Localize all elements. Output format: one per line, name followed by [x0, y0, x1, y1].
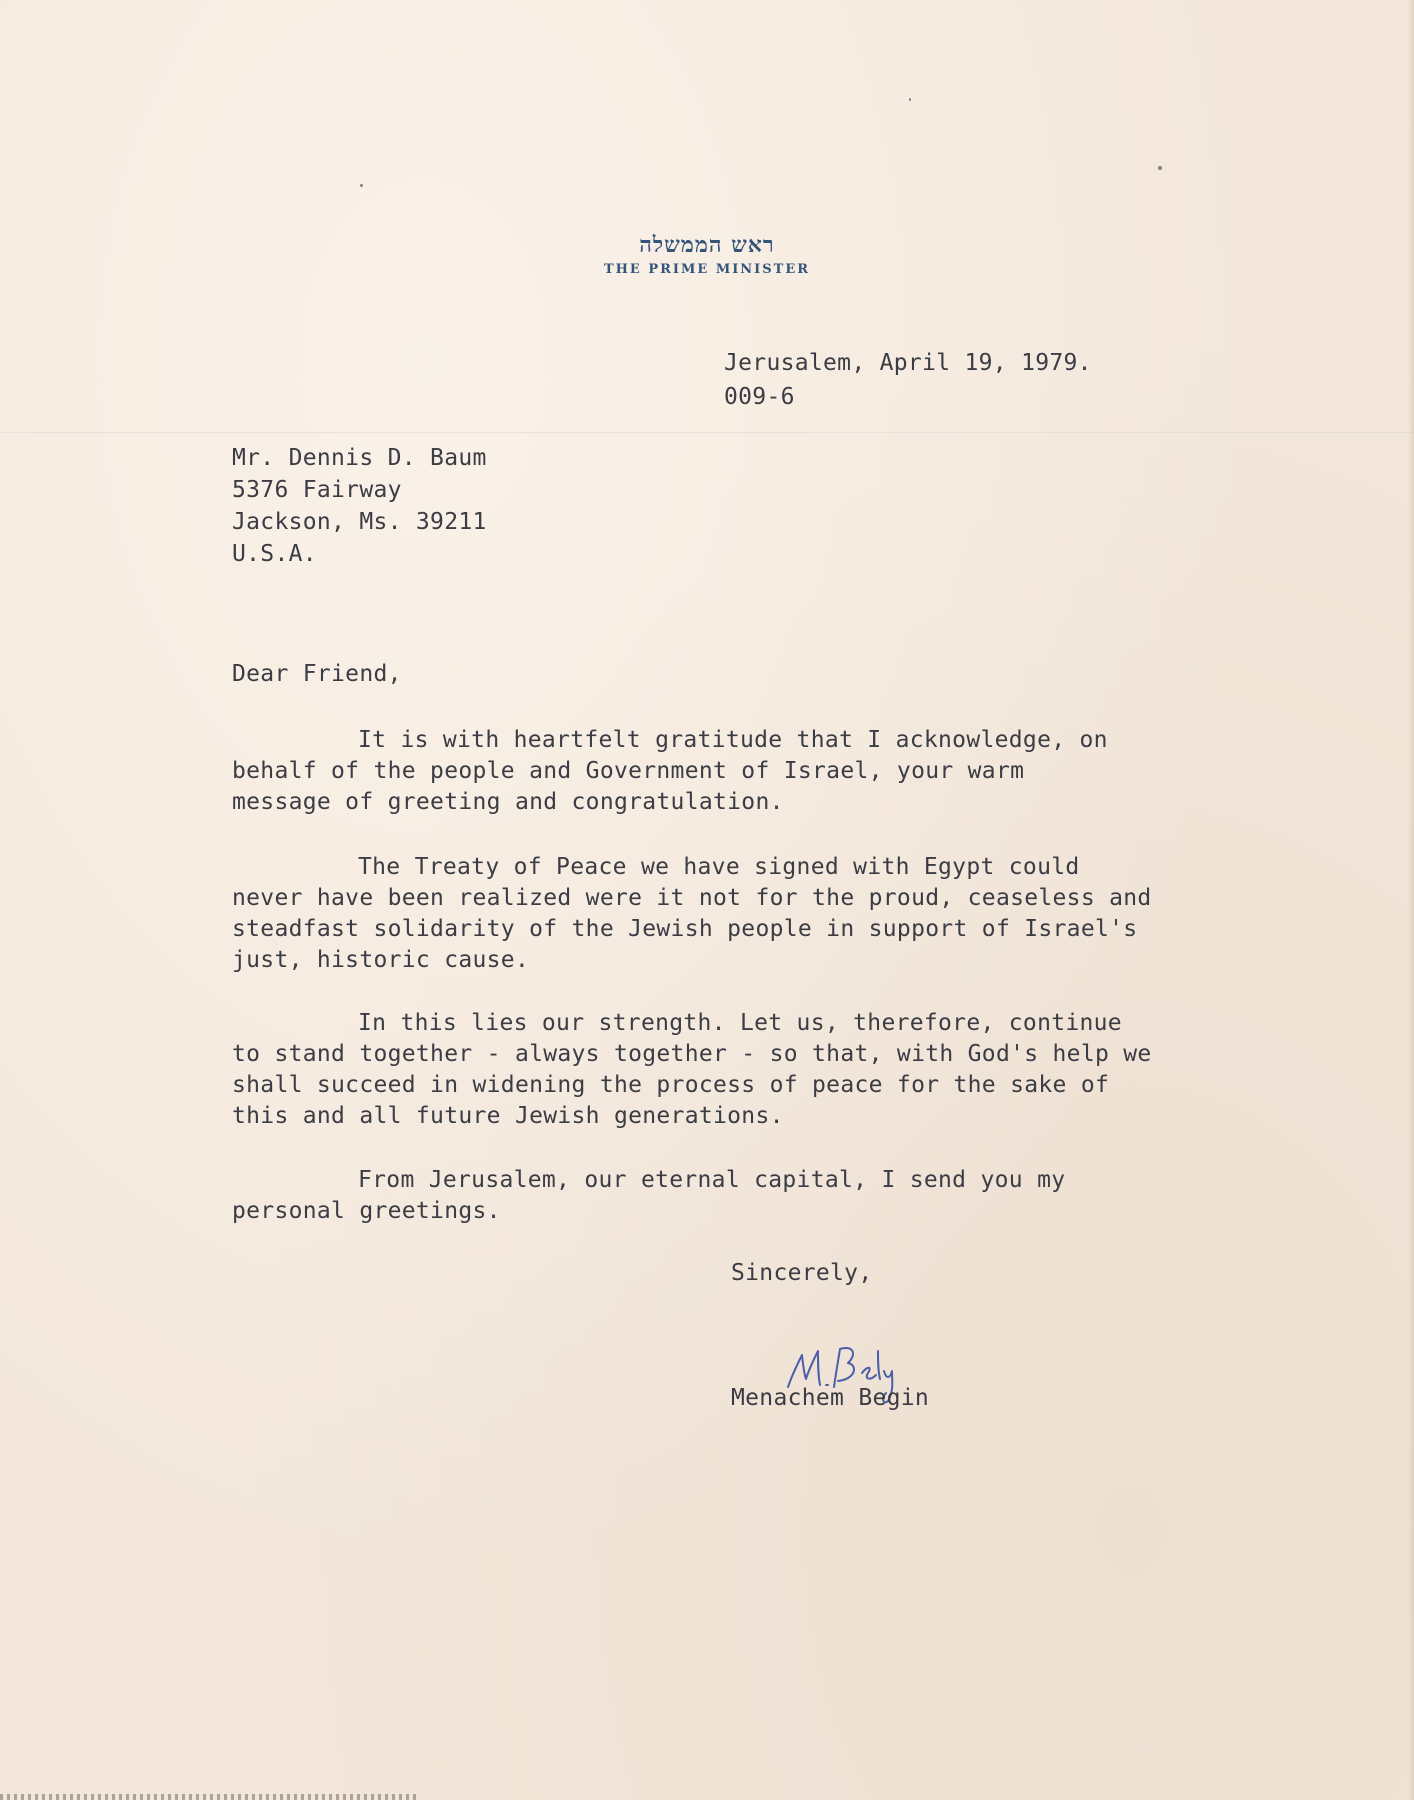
signer-name: Menachem Begin [731, 1385, 930, 1411]
letterhead [0, 232, 1414, 277]
date-line: Jerusalem, April 19, 1979. [724, 350, 1092, 376]
body-paragraph-4: From Jerusalem, our eternal capital, I send you my personal greetings. [232, 1167, 1066, 1224]
dateline [724, 346, 1092, 414]
body-paragraph-1: It is with heartfelt gratitude that I acknowledge, on behalf of the people and Government of Israel, your warm message of greeting and congratulation. [232, 727, 1108, 815]
recipient-address [232, 442, 487, 570]
paper-fold-line [0, 432, 1414, 434]
recipient-city: Jackson, Ms. 39211 [232, 509, 487, 535]
salutation: Dear Friend, [232, 661, 402, 687]
closing: Sincerely, [731, 1260, 873, 1286]
paper-speck [1158, 166, 1162, 170]
recipient-name: Mr. Dennis D. Baum [232, 445, 487, 471]
letterhead-hebrew: ראש הממשלה [639, 232, 775, 258]
letterhead-title: THE PRIME MINISTER [603, 262, 811, 277]
recipient-country: U.S.A. [232, 541, 317, 567]
body-paragraph-3: In this lies our strength. Let us, therefore, continue to stand together - always together - so that, with God's help we shall succeed in widening the process of peace for the sake of this and all future Jewish generations. [232, 1010, 1152, 1129]
reference-number: 009-6 [724, 384, 795, 410]
paper-speck [909, 98, 911, 101]
body-paragraph-2: The Treaty of Peace we have signed with Egypt could never have been realized were it not for the proud, ceaseless and steadfast solidarity of the Jewish people in support of Israel's just, historic cause. [232, 854, 1152, 973]
paper-bottom-edge [0, 1794, 420, 1800]
recipient-street: 5376 Fairway [232, 477, 402, 503]
paper-speck [360, 184, 363, 187]
